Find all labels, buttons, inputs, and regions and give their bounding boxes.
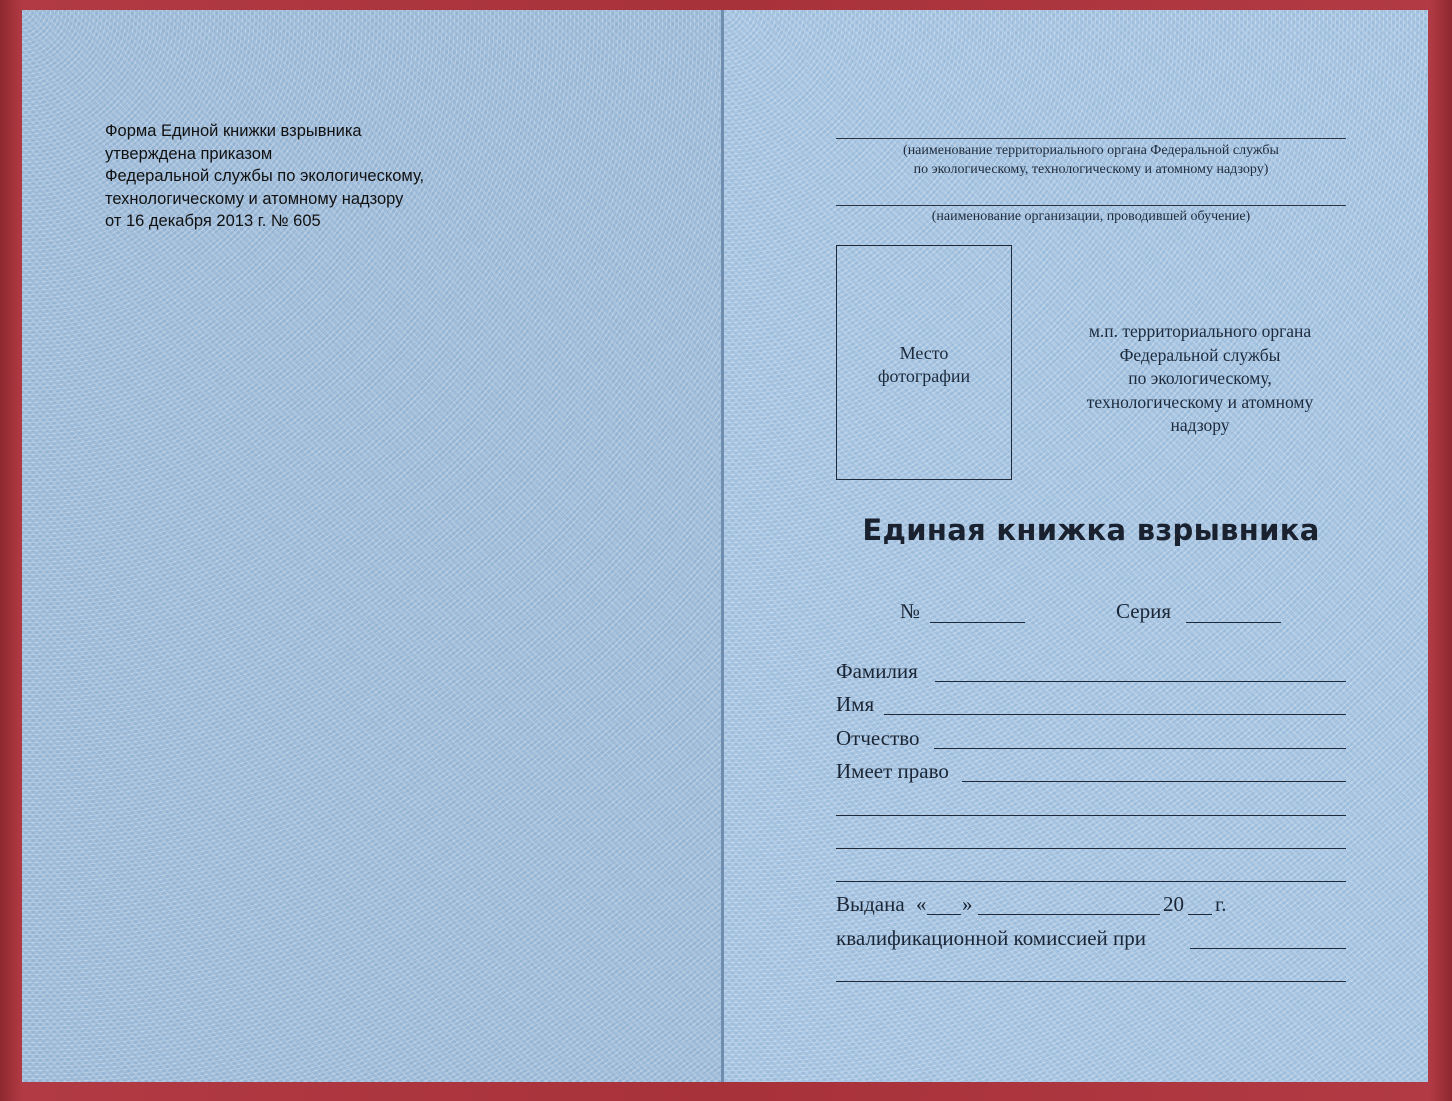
caption-line: (наименование территориального органа Федеральной службы [903,143,1279,158]
series-label: Серия [1116,599,1171,623]
name-label: Имя [836,692,875,716]
approval-line: Федеральной службы по экологическому, [105,167,425,185]
stamp-line: технологическому и атомному [1086,391,1314,412]
photo-label [837,342,1011,388]
issued-day-field[interactable] [927,914,961,915]
issued-label: Выдана [836,892,905,916]
issued-open-quote: « [916,892,927,916]
issued-month-field[interactable] [978,914,1160,915]
organization-line [836,205,1346,206]
territorial-body-line [836,138,1346,139]
number-label: № [900,599,921,623]
book-spine [721,10,724,1082]
commission-label: квалификационной комиссией при [836,926,1146,950]
number-field[interactable] [930,622,1025,623]
issued-year-field[interactable] [1188,914,1212,915]
series-field[interactable] [1186,622,1281,623]
commission-field-line-2[interactable] [836,981,1346,982]
name-field[interactable] [884,714,1346,715]
surname-label: Фамилия [836,659,918,683]
approval-line: от 16 декабря 2013 г. № 605 [105,212,321,230]
right-field-line-3[interactable] [836,848,1346,849]
photo-label-line: фотографии [877,366,971,386]
patronymic-field[interactable] [934,748,1346,749]
caption-line: по экологическому, технологическому и атомному надзору) [913,162,1269,177]
photo-placeholder [836,245,1012,480]
stamp-place [1055,320,1345,438]
right-field-line-4[interactable] [836,881,1346,882]
patronymic-label: Отчество [836,726,920,750]
approval-line: утверждена приказом [105,144,273,163]
issued-year-suffix: г. [1215,892,1227,916]
stamp-line: Федеральной службы [1119,344,1281,365]
stamp-line: надзору [1170,415,1230,435]
territorial-body-caption [836,141,1346,179]
right-field[interactable] [962,781,1346,782]
right-field-line-2[interactable] [836,815,1346,816]
stamp-line: м.п. территориального органа [1088,321,1312,341]
approval-note [105,120,525,233]
surname-field[interactable] [935,681,1346,682]
issued-close-quote: » [962,892,973,916]
right-label: Имеет право [836,759,949,783]
commission-field[interactable] [1190,948,1346,949]
approval-line: технологическому и атомному надзору [105,189,404,208]
organization-caption: (наименование организации, проводившей обучение) [931,209,1251,224]
stamp-line: по экологическому, [1128,368,1272,388]
document-title: Единая книжка взрывника [862,513,1320,547]
issued-year-prefix: 20 [1163,892,1184,916]
approval-line: Форма Единой книжки взрывника [105,122,362,140]
photo-label-line: Место [899,343,949,363]
